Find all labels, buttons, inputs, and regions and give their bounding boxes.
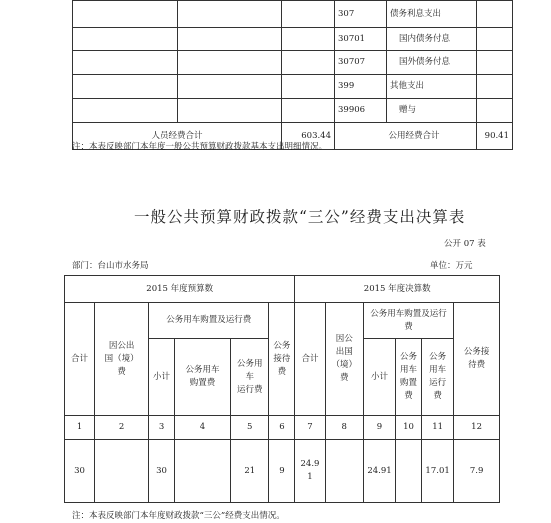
expense-name: 债务利息支出 — [387, 1, 477, 28]
expense-name: 赠与 — [387, 99, 477, 123]
empty-cell — [73, 51, 178, 75]
column-number: 3 — [149, 416, 175, 440]
column-number: 2 — [95, 416, 149, 440]
column-number: 7 — [295, 416, 325, 440]
budget-purchase-header: 公务用车 购置费 — [175, 339, 231, 416]
column-number: 6 — [269, 416, 295, 440]
empty-cell — [178, 99, 282, 123]
expense-name: 国外债务付息 — [387, 51, 477, 75]
budget-reception-value: 9 — [269, 440, 295, 503]
basic-expenditure-table — [72, 0, 477, 150]
public-total-value: 90.41 — [477, 123, 513, 150]
actual-total-header: 合计 — [295, 303, 325, 416]
value-row — [65, 440, 500, 503]
expense-code: 307 — [335, 1, 387, 28]
column-number: 9 — [363, 416, 395, 440]
note-three-public-expenses: 注：本表反映部门本年度财政拨款“三公”经费支出情况。 — [72, 511, 285, 521]
expense-code: 399 — [335, 75, 387, 99]
expense-row — [73, 51, 477, 75]
budget-reception-header: 公务 接待 费 — [269, 303, 295, 416]
public-total-value-cell — [476, 0, 513, 150]
unit-label: 单位：万元 — [430, 261, 473, 271]
empty-cell — [73, 28, 178, 51]
actual-reception-value: 7.9 — [454, 440, 500, 503]
column-number: 11 — [422, 416, 454, 440]
expense-row — [73, 75, 477, 99]
empty-cell — [477, 51, 513, 75]
column-number: 8 — [325, 416, 363, 440]
expense-name: 国内债务付息 — [387, 28, 477, 51]
budget-abroad-header: 因公出 国（境） 费 — [95, 303, 149, 416]
empty-cell — [477, 1, 513, 28]
actual-subtotal-header: 小计 — [363, 339, 395, 416]
column-number: 5 — [231, 416, 269, 440]
form-number: 公开 07 表 — [444, 239, 486, 249]
column-number: 1 — [65, 416, 95, 440]
empty-cell — [178, 1, 282, 28]
empty-cell — [477, 28, 513, 51]
page-title: 一般公共预算财政拨款“三公”经费支出决算表 — [134, 208, 466, 226]
expense-code: 30707 — [335, 51, 387, 75]
empty-cell — [73, 75, 178, 99]
empty-cell — [178, 75, 282, 99]
actual-purchase-value — [396, 440, 422, 503]
expense-name: 其他支出 — [387, 75, 477, 99]
actual-vehicle-group-header: 公务用车购置及运行 费 — [363, 303, 453, 339]
empty-cell — [477, 75, 513, 99]
column-number: 10 — [396, 416, 422, 440]
empty-cell — [282, 51, 335, 75]
actual-subtotal-value: 24.91 — [363, 440, 395, 503]
empty-cell — [282, 99, 335, 123]
expense-code: 30701 — [335, 28, 387, 51]
empty-cell — [282, 1, 335, 28]
budget-operation-value: 21 — [231, 440, 269, 503]
budget-subtotal-header: 小计 — [149, 339, 175, 416]
budget-total-header: 合计 — [65, 303, 95, 416]
budget-vehicle-group-header: 公务用车购置及运行费 — [149, 303, 269, 339]
actual-abroad-value — [325, 440, 363, 503]
budget-total-value: 30 — [65, 440, 95, 503]
empty-cell — [282, 75, 335, 99]
public-total-label: 公用经费合计 — [387, 123, 477, 150]
empty-cell — [282, 28, 335, 51]
expense-row — [73, 28, 477, 51]
budget-abroad-value — [95, 440, 149, 503]
budget-operation-header: 公务用 车 运行费 — [231, 339, 269, 416]
budget-purchase-value — [175, 440, 231, 503]
actual-operation-header: 公务 用车 运行 费 — [422, 339, 454, 416]
actual-reception-header: 公务接 待费 — [454, 303, 500, 416]
column-number: 12 — [454, 416, 500, 440]
personnel-total-value: 603.44 — [282, 123, 335, 150]
column-number-row — [65, 416, 500, 440]
actual-operation-value: 17.01 — [422, 440, 454, 503]
budget-group-header: 2015 年度预算数 — [65, 276, 295, 303]
budget-subtotal-value: 30 — [149, 440, 175, 503]
note-basic-expenditure: 注：本表反映部门本年度一般公共预算财政拨款基本支出明细情况。 — [72, 142, 328, 152]
actual-total-value: 24.9 1 — [295, 440, 325, 503]
department-label: 部门：台山市水务局 — [72, 261, 149, 271]
expense-code: 39906 — [335, 99, 387, 123]
three-public-expenses-table — [64, 275, 500, 503]
expense-row — [73, 99, 477, 123]
empty-cell — [178, 51, 282, 75]
empty-cell — [477, 99, 513, 123]
actual-purchase-header: 公务 用车 购置 费 — [396, 339, 422, 416]
column-number: 4 — [175, 416, 231, 440]
expense-row — [73, 1, 477, 28]
actual-abroad-header: 因公 出国 （境） 费 — [325, 303, 363, 416]
personnel-total-label: 人员经费合计 — [73, 123, 282, 150]
actual-group-header: 2015 年度决算数 — [295, 276, 500, 303]
empty-cell — [73, 99, 178, 123]
empty-cell — [178, 28, 282, 51]
empty-cell — [73, 1, 178, 28]
